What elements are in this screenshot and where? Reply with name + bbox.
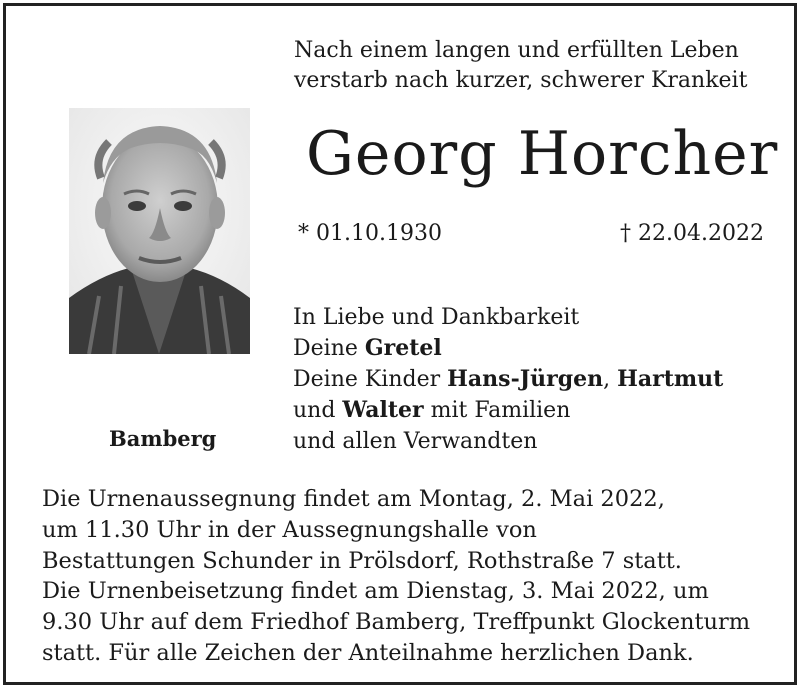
mourners-line: Deine Gretel bbox=[293, 335, 442, 361]
mourner-name: Hartmut bbox=[617, 366, 724, 392]
ceremony-line: statt. Für alle Zeichen der Anteilnahme herzlichen Dank. bbox=[42, 639, 694, 666]
death-date: † 22.04.2022 bbox=[620, 221, 764, 246]
birth-date: * 01.10.1930 bbox=[298, 221, 442, 246]
portrait-photo bbox=[69, 108, 250, 354]
mourner-name: Gretel bbox=[364, 335, 442, 361]
mourners-line: und Walter mit Familien bbox=[293, 397, 571, 423]
intro-line: Nach einem langen und erfüllten Leben bbox=[294, 38, 739, 63]
obituary-notice bbox=[3, 3, 797, 685]
mourner-name: Walter bbox=[342, 397, 424, 423]
mourner-name: Hans-Jürgen bbox=[447, 366, 604, 392]
mourners-line: Deine Kinder Hans-Jürgen, Hartmut bbox=[293, 366, 724, 392]
deceased-name: Georg Horcher bbox=[306, 119, 779, 189]
intro-text bbox=[294, 36, 747, 96]
ceremony-line: Die Urnenaussegnung findet am Montag, 2. Mai 2022, bbox=[42, 486, 665, 512]
intro-line: verstarb nach kurzer, schwerer Krankeit bbox=[294, 68, 748, 93]
ceremony-details bbox=[42, 484, 750, 669]
place-label: Bamberg bbox=[109, 426, 217, 451]
ceremony-line: 9.30 Uhr auf dem Friedhof Bamberg, Treffpunkt Glockenturm bbox=[42, 609, 751, 636]
mourners-line: und allen Verwandten bbox=[293, 429, 538, 454]
mourners-block bbox=[293, 302, 723, 457]
mourners-line: In Liebe und Dankbarkeit bbox=[293, 305, 580, 330]
ceremony-line: um 11.30 Uhr in der Aussegnungshalle von bbox=[42, 516, 537, 543]
ceremony-line: Die Urnenbeisetzung findet am Dienstag, 3. Mai 2022, um bbox=[42, 578, 709, 605]
ceremony-line: Bestattungen Schunder in Prölsdorf, Rothstraße 7 statt. bbox=[42, 547, 682, 574]
